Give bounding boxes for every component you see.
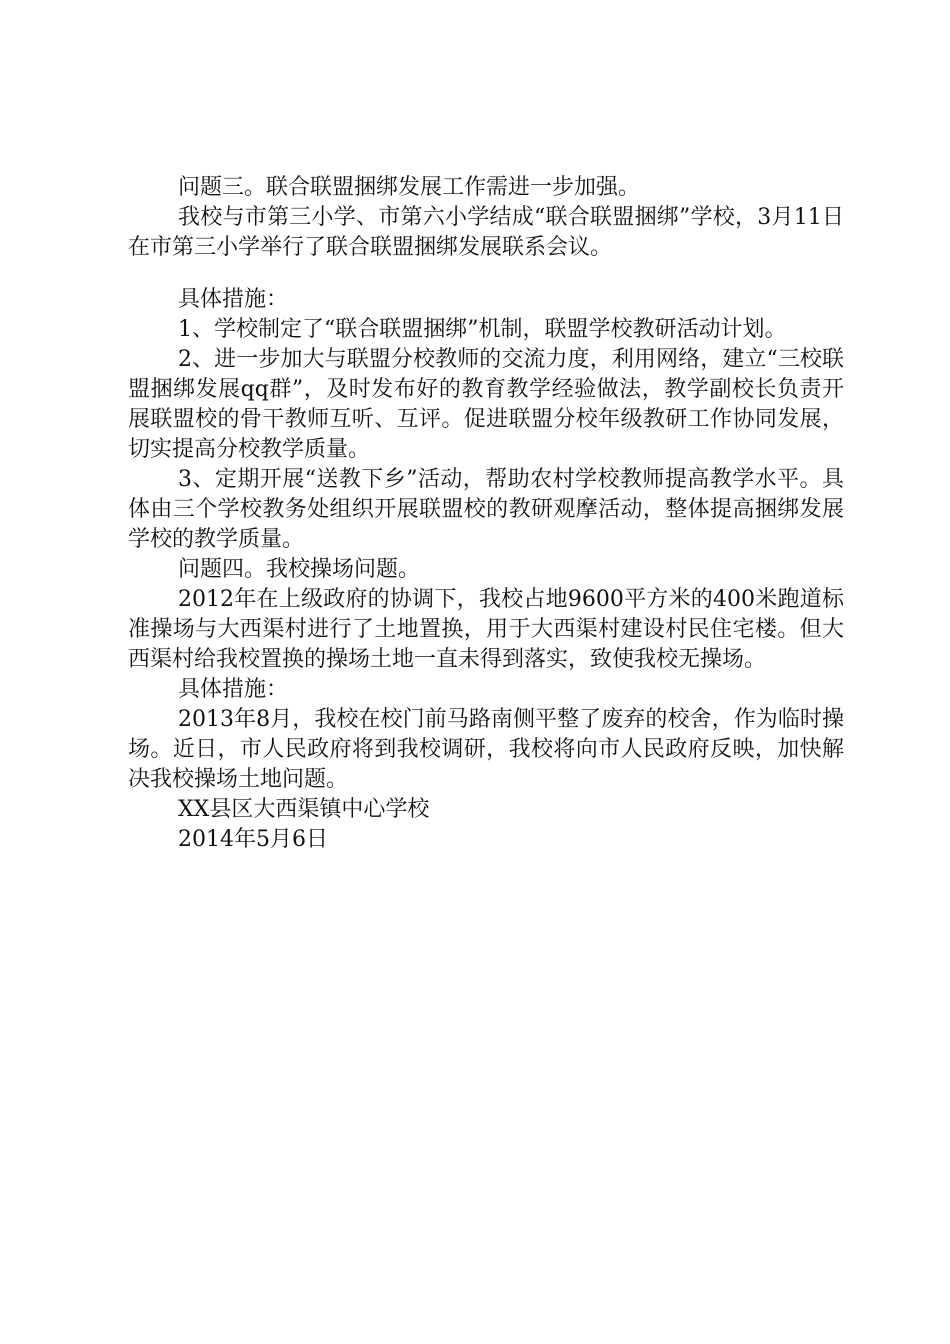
measure-item-1: 1、学校制定了“联合联盟捆绑”机制，联盟学校教研活动计划。 xyxy=(178,317,787,342)
signature-school: XX县区大西渠镇中心学校 xyxy=(178,797,430,822)
paragraph-playground-measures: 2013年8月，我校在校门前马路南侧平整了废弃的校舍，作为临时操场。近日，市人民政府将到我校调研，我校将向市人民政府反映，加快解决我校操场土地问题。 xyxy=(128,707,844,792)
heading-measures-2: 具体措施： xyxy=(178,677,289,702)
measure-item-2: 2、进一步加大与联盟分校教师的交流力度，利用网络，建立“三校联盟捆绑发展qq群”，及时发布好的教育教学经验做法，教学副校长负责开展联盟校的骨干教师互听、互评。促进联盟分校年级教研工作协同发展，切实提高分校教学质量。 xyxy=(128,347,844,462)
blank-line xyxy=(128,263,844,285)
document-page xyxy=(128,173,844,855)
heading-measures-1: 具体措施： xyxy=(178,287,289,312)
heading-problem-three: 问题三。联合联盟捆绑发展工作需进一步加强。 xyxy=(178,175,641,200)
paragraph-playground: 2012年在上级政府的协调下，我校占地9600平方米的400米跑道标准操场与大西渠村进行了土地置换，用于大西渠村建设村民住宅楼。但大西渠村给我校置换的操场土地一直未得到落实，致使我校无操场。 xyxy=(128,587,844,672)
heading-problem-four: 问题四。我校操场问题。 xyxy=(178,557,421,582)
signature-date: 2014年5月6日 xyxy=(178,827,328,852)
measure-item-3: 3、定期开展“送教下乡”活动，帮助农村学校教师提高教学水平。具体由三个学校教务处组织开展联盟校的教研观摩活动，整体提高捆绑发展学校的教学质量。 xyxy=(128,467,844,552)
paragraph-alliance-intro: 我校与市第三小学、市第六小学结成“联合联盟捆绑”学校，3月11日在市第三小学举行了联合联盟捆绑发展联系会议。 xyxy=(128,205,844,260)
